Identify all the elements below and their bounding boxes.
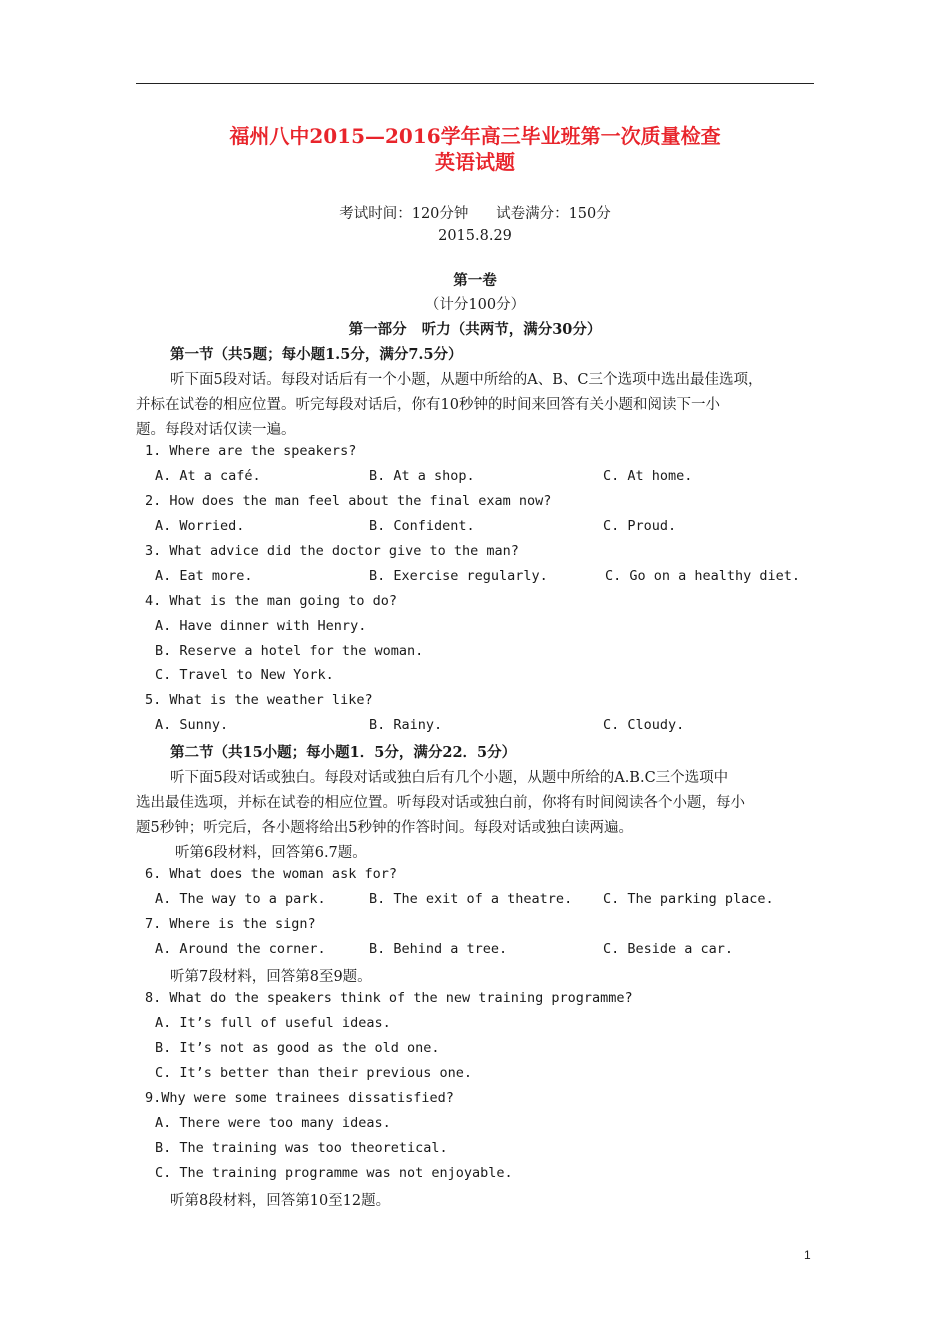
option-b: B. Reserve a hotel for the woman. [155,643,424,659]
section2-instruction: 听下面5段对话或独白。每段对话或独白后有几个小题，从题中所给的A.B.C三个选项中 [170,770,729,786]
option-c: C. The training programme was not enjoyable. [155,1165,513,1181]
option-c: C. It’s better than their previous one. [155,1065,472,1081]
option-b: B. Exercise regularly. [369,568,548,584]
option-a: A. Sunny. [155,717,229,733]
header-rule [136,83,814,84]
section1-instruction: 题。每段对话仅读一遍。 [136,422,296,438]
option-a: A. Around the corner. [155,941,326,957]
volume-score: （计分100分） [424,297,526,313]
option-c: C. Go on a healthy diet. [605,568,801,584]
question-stem: 9.Why were some trainees dissatisfied? [145,1090,454,1106]
option-a: A. Have dinner with Henry. [155,618,367,634]
option-c: C. Cloudy. [603,717,685,733]
section2-instruction: 选出最佳选项，并标在试卷的相应位置。听每段对话或独白前，你将有时间阅读各个小题，每小 [136,795,745,811]
option-b: B. The training was too theoretical. [155,1140,448,1156]
option-b: B. The exit of a theatre. [369,891,573,907]
option-b: B. Rainy. [369,717,443,733]
option-a: A. At a café. [155,468,261,484]
question-stem: 1. Where are the speakers? [145,443,357,459]
option-a: A. The way to a park. [155,891,326,907]
exam-date: 2015.8.29 [438,228,512,244]
option-b: B. It’s not as good as the old one. [155,1040,440,1056]
option-c: C. The parking place. [603,891,774,907]
material-note: 听第8段材料，回答第10至12题。 [170,1193,391,1209]
question-stem: 3. What advice did the doctor give to the man? [145,543,519,559]
option-a: A. Worried. [155,518,245,534]
page-title: 福州八中2015—2016学年高三毕业班第一次质量检查 [229,124,721,148]
page-subtitle: 英语试题 [435,150,515,174]
page-number: 1 [804,1248,811,1262]
option-a: A. There were too many ideas. [155,1115,391,1131]
exam-info: 考试时间：120分钟 试卷满分：150分 [339,206,611,222]
option-a: A. Eat more. [155,568,253,584]
question-stem: 5. What is the weather like? [145,692,373,708]
material-note: 听第6段材料，回答第6.7题。 [175,845,367,861]
question-stem: 2. How does the man feel about the final exam now? [145,493,552,509]
section2-instruction: 题5秒钟；听完后，各小题将给出5秒钟的作答时间。每段对话或独白读两遍。 [136,820,633,836]
part1-heading: 第一部分 听力（共两节，满分30分） [348,321,602,338]
option-c: C. Proud. [603,518,677,534]
section2-heading: 第二节（共15小题；每小题1．5分，满分22．5分） [170,744,517,761]
option-c: C. At home. [603,468,693,484]
material-note: 听第7段材料，回答第8至9题。 [170,969,372,985]
section1-instruction: 并标在试卷的相应位置。听完每段对话后，你有10秒钟的时间来回答有关小题和阅读下一小 [136,397,720,413]
option-b: B. Behind a tree. [369,941,508,957]
question-stem: 7. Where is the sign? [145,916,316,932]
section1-instruction: 听下面5段对话。每段对话后有一个小题，从题中所给的A、B、C三个选项中选出最佳选项， [170,372,763,388]
question-stem: 4. What is the man going to do? [145,593,397,609]
section1-heading: 第一节（共5题；每小题1.5分，满分7.5分） [170,346,463,363]
option-b: B. Confident. [369,518,475,534]
question-stem: 6. What does the woman ask for? [145,866,397,882]
option-b: B. At a shop. [369,468,475,484]
question-stem: 8. What do the speakers think of the new training programme? [145,990,633,1006]
option-c: C. Beside a car. [603,941,734,957]
option-a: A. It’s full of useful ideas. [155,1015,391,1031]
volume-name: 第一卷 [453,272,497,289]
option-c: C. Travel to New York. [155,667,334,683]
